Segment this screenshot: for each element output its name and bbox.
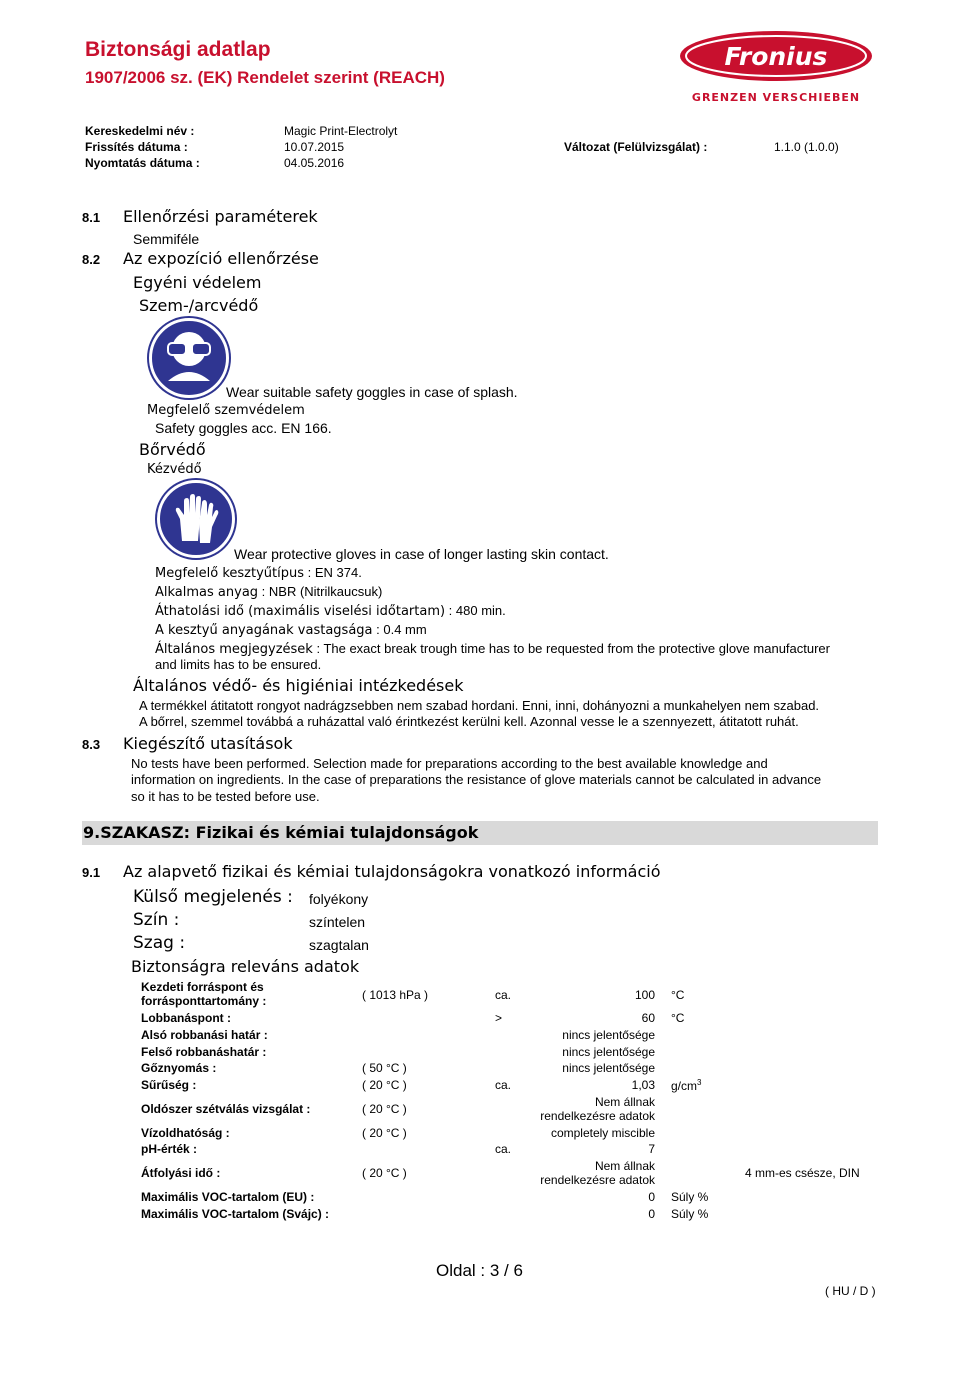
logo-slogan: GRENZEN VERSCHIEBEN [691,91,861,104]
hygiene-text-2: A bőrrel, szemmel továbbá a ruházattal való érintkezést kerülni kell. Azonnal vesse le a szennyezett, átitatott ruhát. [139,714,799,729]
eye-face-heading: Szem-/arcvédő [139,296,259,315]
print-date-value: 04.05.2016 [284,156,345,170]
thickness-row [155,622,427,638]
breakthrough-row [155,603,506,619]
boiling-label-1: Kezdeti forráspont és [141,980,264,994]
density-unit-base: g/cm [671,1079,698,1093]
density-unit [671,1078,701,1093]
thickness-value: : 0.4 mm [372,622,427,637]
boiling-condition: ( 1013 hPa ) [362,988,429,1002]
section-title-8-1: Ellenőrzési paraméterek [123,207,318,226]
flow-time-value-2: rendelkezésre adatok [540,1173,655,1187]
update-date-value: 10.07.2015 [284,140,345,154]
eye-protection-text: Wear suitable safety goggles in case of splash. [226,384,518,400]
protective-gloves-icon [157,480,235,558]
doc-title: Biztonsági adatlap [85,38,271,61]
voc-ch-unit: Súly % [671,1207,709,1221]
doc-subtitle: 1907/2006 sz. (EK) Rendelet szerint (REACH) [85,68,445,87]
section-number-9-1: 9.1 [82,865,101,880]
density-condition: ( 20 °C ) [362,1078,407,1092]
section-number-8-2: 8.2 [82,252,101,267]
additional-info-line-1: No tests have been performed. Selection made for preparations according to the best available knowledge and [131,756,768,771]
additional-info-line-3: so it has to be tested before use. [131,789,320,804]
general-remarks-continued: and limits has to be ensured. [155,657,322,672]
version-label: Változat (Felülvizsgálat) : [564,140,708,154]
voc-eu-value: 0 [648,1190,655,1204]
solvent-separation-condition: ( 20 °C ) [362,1102,407,1116]
voc-eu-label: Maximális VOC-tartalom (EU) : [141,1190,315,1204]
eye-protection-label: Megfelelő szemvédelem [147,403,305,418]
section-number-8-1: 8.1 [82,210,101,225]
boiling-qualifier: ca. [495,988,512,1002]
boiling-unit: °C [671,988,685,1002]
glove-usage-text: Wear protective gloves in case of longer lasting skin contact. [234,546,609,562]
personal-protection-heading: Egyéni védelem [133,273,262,292]
general-remarks-value: : The exact break trough time has to be requested from the protective glove manufacturer [312,641,830,656]
safety-data-heading: Biztonságra releváns adatok [131,957,360,976]
upper-explosion-limit-value: nincs jelentősége [562,1045,655,1059]
glove-material-row [155,584,382,600]
glove-type-value: : EN 374. [304,565,362,580]
vapour-pressure-condition: ( 50 °C ) [362,1061,407,1075]
flash-point-unit: °C [671,1011,685,1025]
logo-text: Fronius [724,42,828,71]
trade-name-label: Kereskedelmi név : [85,124,195,138]
hygiene-text-1: A termékkel átitatott rongyot nadrágzsebben nem szabad hordani. Enni, inni, dohányozni a munkahelyen nem szabad. [139,698,820,713]
print-date-label: Nyomtatás dátuma : [85,156,200,170]
water-solubility-condition: ( 20 °C ) [362,1126,407,1140]
flash-point-label: Lobbanáspont : [141,1011,231,1025]
vapour-pressure-value: nincs jelentősége [562,1061,655,1075]
solvent-separation-value-2: rendelkezésre adatok [540,1109,655,1123]
density-qualifier: ca. [495,1078,512,1092]
lower-explosion-limit-label: Alsó robbanási határ : [141,1028,268,1042]
section-title-8-2: Az expozíció ellenőrzése [123,249,319,268]
fronius-logo-graphic [678,28,878,108]
voc-ch-label: Maximális VOC-tartalom (Svájc) : [141,1207,330,1221]
flow-time-value-1: Nem állnak [594,1159,655,1173]
upper-explosion-limit-label: Felső robbanáshatár : [141,1045,267,1059]
flow-time-condition: ( 20 °C ) [362,1166,407,1180]
page-number: Oldal : 3 / 6 [436,1261,523,1280]
additional-info-line-2: information on ingredients. In the case of preparations the resistance of glove materials cannot be calculated in advance [131,772,822,787]
section-title-8-3: Kiegészítő utasítások [123,734,293,753]
skin-protection-heading: Bőrvédő [139,440,206,459]
odor-label: Szag : [133,933,186,953]
color-value: színtelen [309,914,366,930]
trade-name-value: Magic Print-Electrolyt [284,124,398,138]
ph-qualifier: ca. [495,1142,512,1156]
density-label: Sűrűség : [141,1078,197,1092]
appearance-label: Külső megjelenés : [133,887,293,907]
odor-value: szagtalan [309,937,369,953]
density-unit-exponent: 3 [697,1078,702,1087]
ph-label: pH-érték : [141,1142,198,1156]
voc-eu-unit: Súly % [671,1190,709,1204]
glove-type-row [155,565,362,581]
breakthrough-value: : 480 min. [445,603,506,618]
hand-protection-heading: Kézvédő [147,462,202,477]
eye-protection-standard: Safety goggles acc. EN 166. [155,420,332,436]
fronius-logo [678,28,878,108]
thickness-label: A kesztyű anyagának vastagsága [155,623,373,638]
boiling-value: 100 [634,988,655,1002]
flow-time-note: 4 mm-es csésze, DIN [745,1166,860,1180]
update-date-label: Frissítés dátuma : [85,140,188,154]
voc-ch-value: 0 [648,1207,655,1221]
language-code: ( HU / D ) [825,1284,876,1298]
breakthrough-label: Áthatolási idő (maximális viselési időtartam) [155,604,446,619]
hygiene-heading: Általános védő- és higiéniai intézkedések [133,676,464,695]
water-solubility-label: Vízoldhatóság : [141,1126,230,1140]
solvent-separation-label: Oldószer szétválás vizsgálat : [141,1102,311,1116]
density-value: 1,03 [631,1078,655,1092]
flash-point-value: 60 [641,1011,655,1025]
glove-material-value: : NBR (Nitrilkaucsuk) [258,584,383,599]
version-value: 1.1.0 (1.0.0) [774,140,839,154]
boiling-label-2: forrásponttartomány : [141,994,267,1008]
appearance-value: folyékony [309,891,369,907]
flow-time-label: Átfolyási idő : [141,1166,221,1180]
water-solubility-value: completely miscible [550,1126,655,1140]
vapour-pressure-label: Gőznyomás : [141,1061,217,1075]
flash-point-qualifier: > [495,1011,503,1025]
control-params-text: Semmiféle [133,231,200,247]
glove-type-label: Megfelelő kesztyűtípus [155,566,305,581]
lower-explosion-limit-value: nincs jelentősége [562,1028,655,1042]
section-number-8-3: 8.3 [82,737,101,752]
section-9-title: 9.SZAKASZ: Fizikai és kémiai tulajdonságok [83,823,479,842]
general-remarks-row [155,641,830,657]
solvent-separation-value-1: Nem állnak [594,1095,655,1109]
section-title-9-1: Az alapvető fizikai és kémiai tulajdonságokra vonatkozó információ [123,862,661,881]
general-remarks-label: Általános megjegyzések [155,642,313,657]
ph-value: 7 [648,1142,655,1156]
safety-goggles-icon [149,318,229,398]
glove-material-label: Alkalmas anyag [155,585,259,600]
color-label: Szín : [133,910,180,930]
